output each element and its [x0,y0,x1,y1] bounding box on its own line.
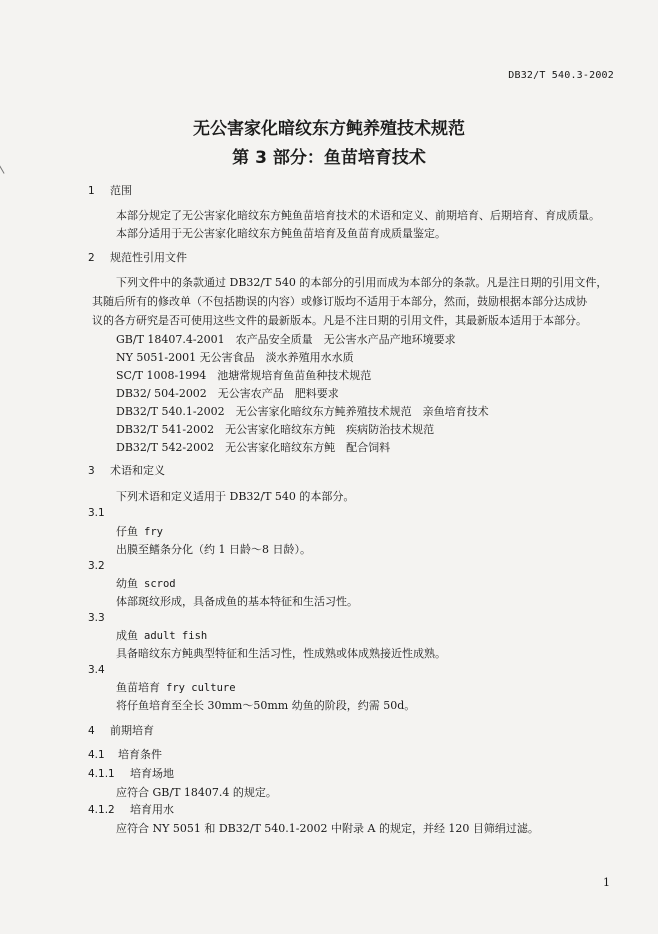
section-2-paragraph: 下列文件中的条款通过 DB32/T 540 的本部分的引用而成为本部分的条款。凡是注日期的引用文件， [116,276,608,289]
term-definition: 具备暗纹东方鲀典型特征和生活习性，性成熟或体成熟接近性成熟。 [116,647,446,660]
section-3-intro: 下列术语和定义适用于 DB32/T 540 的本部分。 [116,490,355,503]
section-1-paragraph: 本部分规定了无公害家化暗纹东方鲀鱼苗培育技术的术语和定义、前期培育、后期培育、育成质量。 [116,209,600,222]
term-en: fry [144,526,163,538]
section-3-heading: 术语和定义 [110,464,165,477]
document-title: 无公害家化暗纹东方鲀养殖技术规范 [193,119,465,139]
term-definition: 出膜至鳍条分化（约 1 日龄～8 日龄）。 [116,543,311,556]
term-number: 3.4 [88,664,105,676]
section-3-number: 3 [88,465,95,477]
section-2-paragraph: 其随后所有的修改单（不包括勘误的内容）或修订版均不适用于本部分，然而，鼓励根据本部分达成协 [92,295,587,308]
subsection-heading: 培育条件 [118,748,162,761]
term-number: 3.1 [88,507,105,519]
subsection-heading: 培育场地 [130,767,174,780]
term-en: adult fish [144,630,208,642]
subsection-number: 4.1 [88,749,105,761]
reference-item: SC/T 1008-1994 池塘常规培育鱼苗鱼种技术规范 [116,369,372,382]
subsection-text: 应符合 NY 5051 和 DB32/T 540.1-2002 中附录 A 的规定，并经 120 目筛绢过滤。 [116,822,539,835]
term-heading [116,577,176,591]
term-definition: 体部斑纹形成，具备成鱼的基本特征和生活习性。 [116,595,358,608]
term-number: 3.3 [88,612,105,624]
subsection-number: 4.1.1 [88,768,115,780]
term-number: 3.2 [88,560,105,572]
section-2-paragraph: 议的各方研究是否可使用这些文件的最新版本。凡是不注日期的引用文件，其最新版本适用于本部分。 [92,314,587,327]
term-cn: 幼鱼 [116,577,138,590]
term-heading [116,629,207,643]
reference-item: DB32/T 542-2002 无公害家化暗纹东方鲀 配合饲料 [116,441,391,454]
reference-item: DB32/T 540.1-2002 无公害家化暗纹东方鲀养殖技术规范 亲鱼培育技术 [116,405,489,418]
term-cn: 鱼苗培育 [116,681,160,694]
term-en: scrod [144,578,176,590]
reference-item: GB/T 18407.4-2001 农产品安全质量 无公害水产品产地环境要求 [116,333,456,346]
section-4-heading: 前期培育 [110,724,154,737]
term-cn: 仔鱼 [116,525,138,538]
term-heading [116,525,163,539]
reference-item: NY 5051-2001 无公害食品 淡水养殖用水水质 [116,351,354,364]
term-cn: 成鱼 [116,629,138,642]
reference-item: DB32/T 541-2002 无公害家化暗纹东方鲀 疾病防治技术规范 [116,423,435,436]
page-number: 1 [603,876,610,889]
subsection-number: 4.1.2 [88,804,115,816]
term-en: fry culture [166,682,236,694]
subsection-heading: 培育用水 [130,803,174,816]
term-definition: 将仔鱼培育至全长 30mm～50mm 幼鱼的阶段，约需 50d。 [116,699,416,712]
document-subtitle: 第 3 部分：鱼苗培育技术 [232,148,426,168]
term-heading [116,681,236,695]
subsection-text: 应符合 GB/T 18407.4 的规定。 [116,786,277,799]
section-4-number: 4 [88,725,95,737]
section-1-number: 1 [88,185,95,197]
section-2-heading: 规范性引用文件 [110,251,187,264]
document-code: DB32/T 540.3-2002 [508,70,614,81]
section-1-heading: 范围 [110,184,132,197]
section-2-number: 2 [88,252,95,264]
reference-item: DB32/ 504-2002 无公害农产品 肥料要求 [116,387,339,400]
section-1-paragraph: 本部分适用于无公害家化暗纹东方鲀鱼苗培育及鱼苗育成质量鉴定。 [116,227,446,240]
